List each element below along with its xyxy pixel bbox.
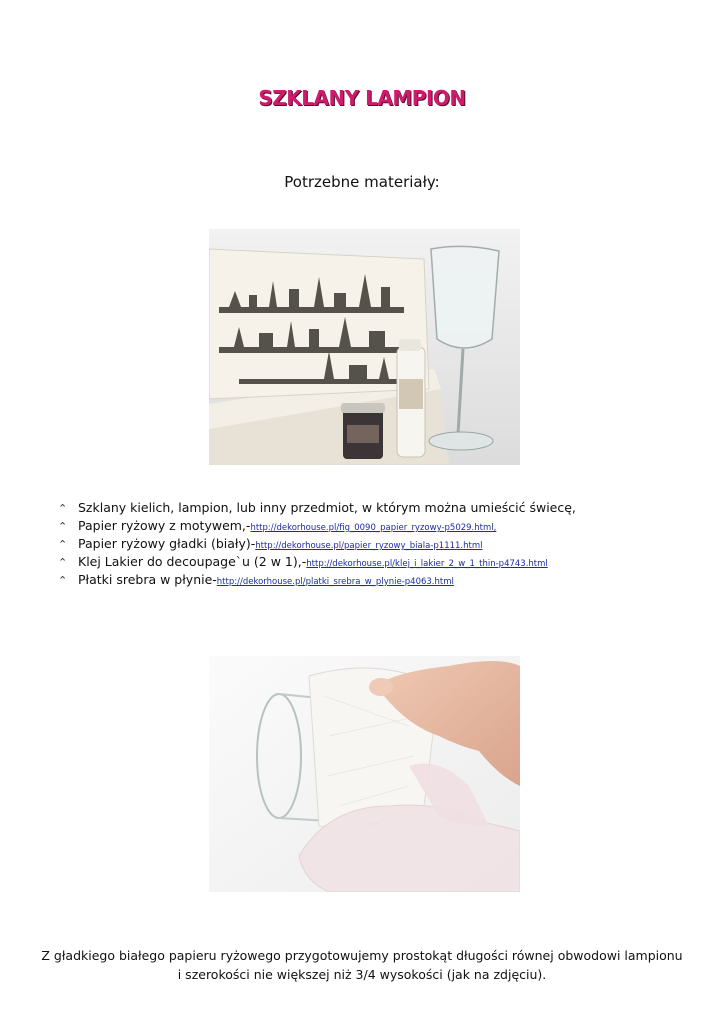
materials-heading: Potrzebne materiały: xyxy=(284,173,440,191)
material-text: Klej Lakier do decoupage`u (2 w 1), xyxy=(78,554,302,569)
materials-list xyxy=(58,500,698,590)
product-link[interactable]: http://dekorhouse.pl/papier_ryzowy_biala-p1111.html xyxy=(255,541,483,551)
list-item xyxy=(58,500,698,518)
material-text: Papier ryżowy gładki (biały) xyxy=(78,536,251,551)
materials-photo xyxy=(209,229,520,465)
product-link[interactable]: http://dekorhouse.pl/platki_srebra_w_plynie-p4063.html xyxy=(216,577,454,587)
list-item xyxy=(58,554,698,572)
product-link[interactable]: http://dekorhouse.pl/fig_0090_papier_ryzowy-p5029.html, xyxy=(250,523,497,533)
bullet-icon: ⌃ xyxy=(58,502,68,515)
separator: - xyxy=(245,518,251,533)
bullet-icon: ⌃ xyxy=(58,556,68,569)
page-title: SZKLANY LAMPION xyxy=(258,86,466,110)
list-item xyxy=(58,536,698,554)
material-text: Papier ryżowy z motywem, xyxy=(78,518,246,533)
bullet-icon: ⌃ xyxy=(58,538,68,551)
product-link[interactable]: http://dekorhouse.pl/klej_i_lakier_2_w_1_thin-p4743.html xyxy=(306,559,548,569)
separator: - xyxy=(250,536,256,551)
wrapping-photo xyxy=(209,656,520,892)
material-text: Szklany kielich, lampion, lub inny przedmiot, w którym można umieścić świecę, xyxy=(78,500,576,515)
list-item xyxy=(58,572,698,590)
bullet-icon: ⌃ xyxy=(58,574,68,587)
instruction-text: Z gładkiego białego papieru ryżowego przygotowujemy prostokąt długości równej obwodowi lampionu i szerokości nie większej niż 3/4 wysokości (jak na zdjęciu). xyxy=(41,948,683,982)
separator: - xyxy=(212,572,217,587)
list-item xyxy=(58,518,698,536)
separator: - xyxy=(301,554,307,569)
bullet-icon: ⌃ xyxy=(58,520,68,533)
material-text: Płatki srebra w płynie xyxy=(78,572,213,587)
